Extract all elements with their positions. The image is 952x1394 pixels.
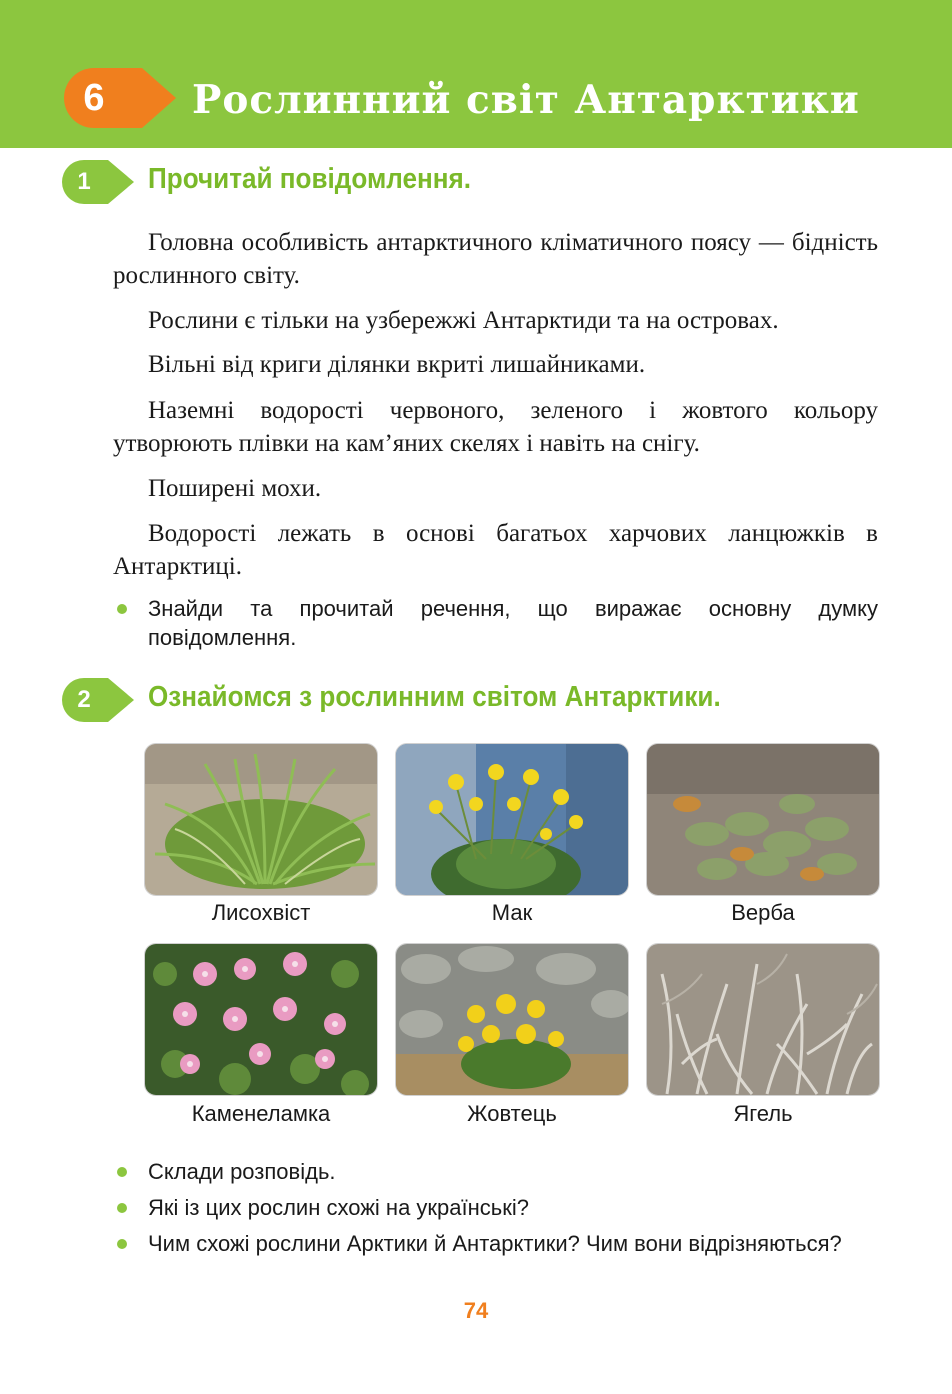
plant-caption: Ягель xyxy=(733,1101,793,1126)
task-1-number: 1 xyxy=(77,168,91,195)
paragraph: Головна особливість антарктичного кліматичного поясу — бідність рослинного світу. xyxy=(113,229,878,289)
plant-caption: Мак xyxy=(491,900,533,925)
bullet-text: Знайди та прочитай речення, що виражає основну думку повідомлення. xyxy=(148,596,878,650)
paragraph: Поширені мохи. xyxy=(148,475,322,502)
lesson-title: Рослинний світ Антарктики xyxy=(192,77,860,123)
pink-saxifrage-photo xyxy=(144,943,378,1096)
lesson-number: 6 xyxy=(83,77,105,119)
plant-caption: Жовтець xyxy=(467,1101,557,1126)
task-2-number: 2 xyxy=(77,686,91,713)
buttercup-photo xyxy=(395,943,629,1096)
task-2-title: Ознайомся з рослинним світом Антарктики. xyxy=(148,681,721,713)
task-2-bullet xyxy=(148,1229,878,1258)
bullet-dot-icon xyxy=(117,1167,127,1177)
paragraph: Водорості лежать в основі багатьох харчових ланцюжків в Антарктиці. xyxy=(113,520,878,580)
task-1-bullet xyxy=(148,594,878,652)
paragraph: Наземні водорості червоного, зеленого і жовтого кольору утворюють плівки на кам’яних скелях і навіть на снігу. xyxy=(113,397,878,457)
bullet-dot-icon xyxy=(117,1203,127,1213)
task-1-title: Прочитай повідомлення. xyxy=(148,163,472,195)
paragraph: Вільні від криги ділянки вкриті лишайниками. xyxy=(148,351,646,378)
task-2-bullet xyxy=(148,1193,878,1222)
lesson-header xyxy=(0,0,952,148)
dwarf-willow-photo xyxy=(646,743,880,896)
bullet-text: Склади розповідь. xyxy=(148,1159,336,1184)
task-2-badge xyxy=(62,678,134,722)
bullet-text: Чим схожі рослини Арктики й Антарктики? Чим вони відрізняються? xyxy=(148,1231,842,1256)
page-number: 74 xyxy=(463,1298,489,1323)
bullet-text: Які із цих рослин схожі на українські? xyxy=(148,1195,529,1220)
plant-caption: Верба xyxy=(731,900,795,925)
grass-photo xyxy=(144,743,378,896)
plant-caption: Лисохвіст xyxy=(211,900,311,925)
task-1-badge xyxy=(62,160,134,204)
paragraph: Рослини є тільки на узбережжі Антарктиди та на островах. xyxy=(148,307,779,334)
lesson-number-badge xyxy=(64,68,176,128)
yellow-poppy-photo xyxy=(395,743,629,896)
task-2-bullet xyxy=(148,1157,878,1186)
plant-caption: Каменеламка xyxy=(191,1101,331,1126)
reindeer-lichen-photo xyxy=(646,943,880,1096)
bullet-dot-icon xyxy=(117,1239,127,1249)
bullet-dot-icon xyxy=(117,604,127,614)
